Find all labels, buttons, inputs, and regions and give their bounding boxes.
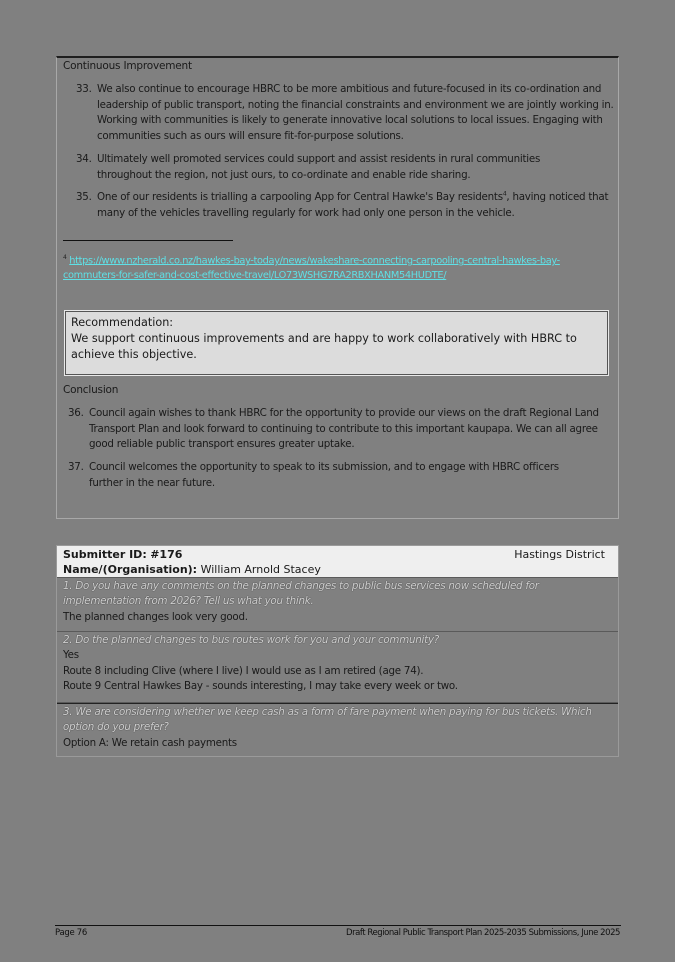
paragraph-text: Council welcomes the opportunity to speak to its submission, and to engage with HBRC officers further in the near future. [89, 461, 559, 489]
footnote-divider [63, 240, 233, 241]
numbered-paragraph-35 [76, 190, 621, 221]
question-2 [57, 632, 618, 703]
continuous-improvement-section [56, 56, 619, 519]
submitter-id-label: Submitter ID: [63, 548, 147, 561]
page-number: Page 76 [55, 928, 87, 938]
paragraph-number: 34. [76, 153, 92, 165]
answer-text: Route 8 including Clive (where I live) I would use as I am retired (age 74). [63, 664, 424, 677]
submitter-district: Hastings District [514, 548, 605, 561]
submitter-name: William Arnold Stacey [200, 563, 321, 576]
submitter-name-label: Name/(Organisation): [63, 563, 198, 576]
section-heading: Continuous Improvement [63, 60, 192, 72]
paragraph-text: Ultimately well promoted services could support and assist residents in rural communities throughout the region, not just ours, to co-ordinate and enable ride sharing. [97, 153, 541, 181]
paragraph-text: We also continue to encourage HBRC to be more ambitious and future-focused in its co-ordination and leadership of public transport, noting the financial constraints and environment we are jointly working in. Working with communities is likely to generate innovative local solutions to local issues. Engaging with communities such as ours will ensure fit-for-purpose solutions. [97, 83, 614, 142]
footnote-mark: 4 [63, 254, 67, 261]
recommendation-box [65, 311, 608, 375]
answer-text: Route 9 Central Hawkes Bay - sounds interesting, I may take every week or two. [63, 679, 458, 692]
question-text: 2. Do the planned changes to bus routes work for you and your community? [63, 634, 440, 646]
footer-divider [55, 925, 621, 926]
footnote-reference[interactable]: 4 [502, 190, 507, 198]
numbered-paragraph-34 [76, 152, 596, 183]
submitter-id: #176 [150, 548, 183, 561]
answer-text: The planned changes look very good. [63, 610, 248, 623]
question-text: 3. We are considering whether we keep cash as a form of fare payment when paying for bus tickets. Which option do you prefer? [63, 706, 592, 734]
numbered-paragraph-37 [68, 460, 588, 491]
recommendation-text: We support continuous improvements and are happy to work collaboratively with HBRC to achieve this objective. [71, 332, 577, 361]
answer-text: Option A: We retain cash payments [63, 736, 237, 749]
question-1 [57, 578, 618, 632]
footer-document-title: Draft Regional Public Transport Plan 2025-2035 Submissions, June 2025 [345, 928, 620, 938]
question-text: 1. Do you have any comments on the planned changes to public bus services now scheduled for implementation from 2026? Tell us what you think. [63, 580, 539, 608]
submitter-header [57, 546, 618, 578]
numbered-paragraph-36 [68, 406, 613, 453]
paragraph-text: One of our residents is trialling a carpooling App for Central Hawke's Bay residents$^4$, having noticed that many of the vehicles travelling regularly for work had only one person in the vehicle. [97, 190, 609, 219]
footnote-link[interactable]: https://www.nzherald.co.nz/hawkes-bay-today/news/wakeshare-connecting-carpooling-central-hawkes-bay-commuters-for-safer-and-cost-effective-travel/LO73WSHG7RA2RBXHANM54HUDTE/ [63, 255, 560, 282]
paragraph-number: 37. [68, 461, 84, 473]
conclusion-heading: Conclusion [63, 384, 119, 396]
footnote [63, 250, 603, 283]
submitter-name-row [63, 562, 612, 577]
paragraph-number: 35. [76, 191, 92, 203]
paragraph-number: 36. [68, 407, 84, 419]
numbered-paragraph-33 [76, 82, 616, 144]
question-3 [57, 703, 618, 756]
paragraph-text: Council again wishes to thank HBRC for the opportunity to provide our views on the draft Regional Land Transport Plan and look forward to continuing to contribute to this important kaupapa. We can all agree good reliable public transport ensures greater uptake. [89, 407, 599, 450]
submission-card [56, 545, 619, 757]
answer-text: Yes [63, 649, 79, 662]
paragraph-number: 33. [76, 83, 92, 95]
recommendation-label: Recommendation: [71, 316, 174, 329]
